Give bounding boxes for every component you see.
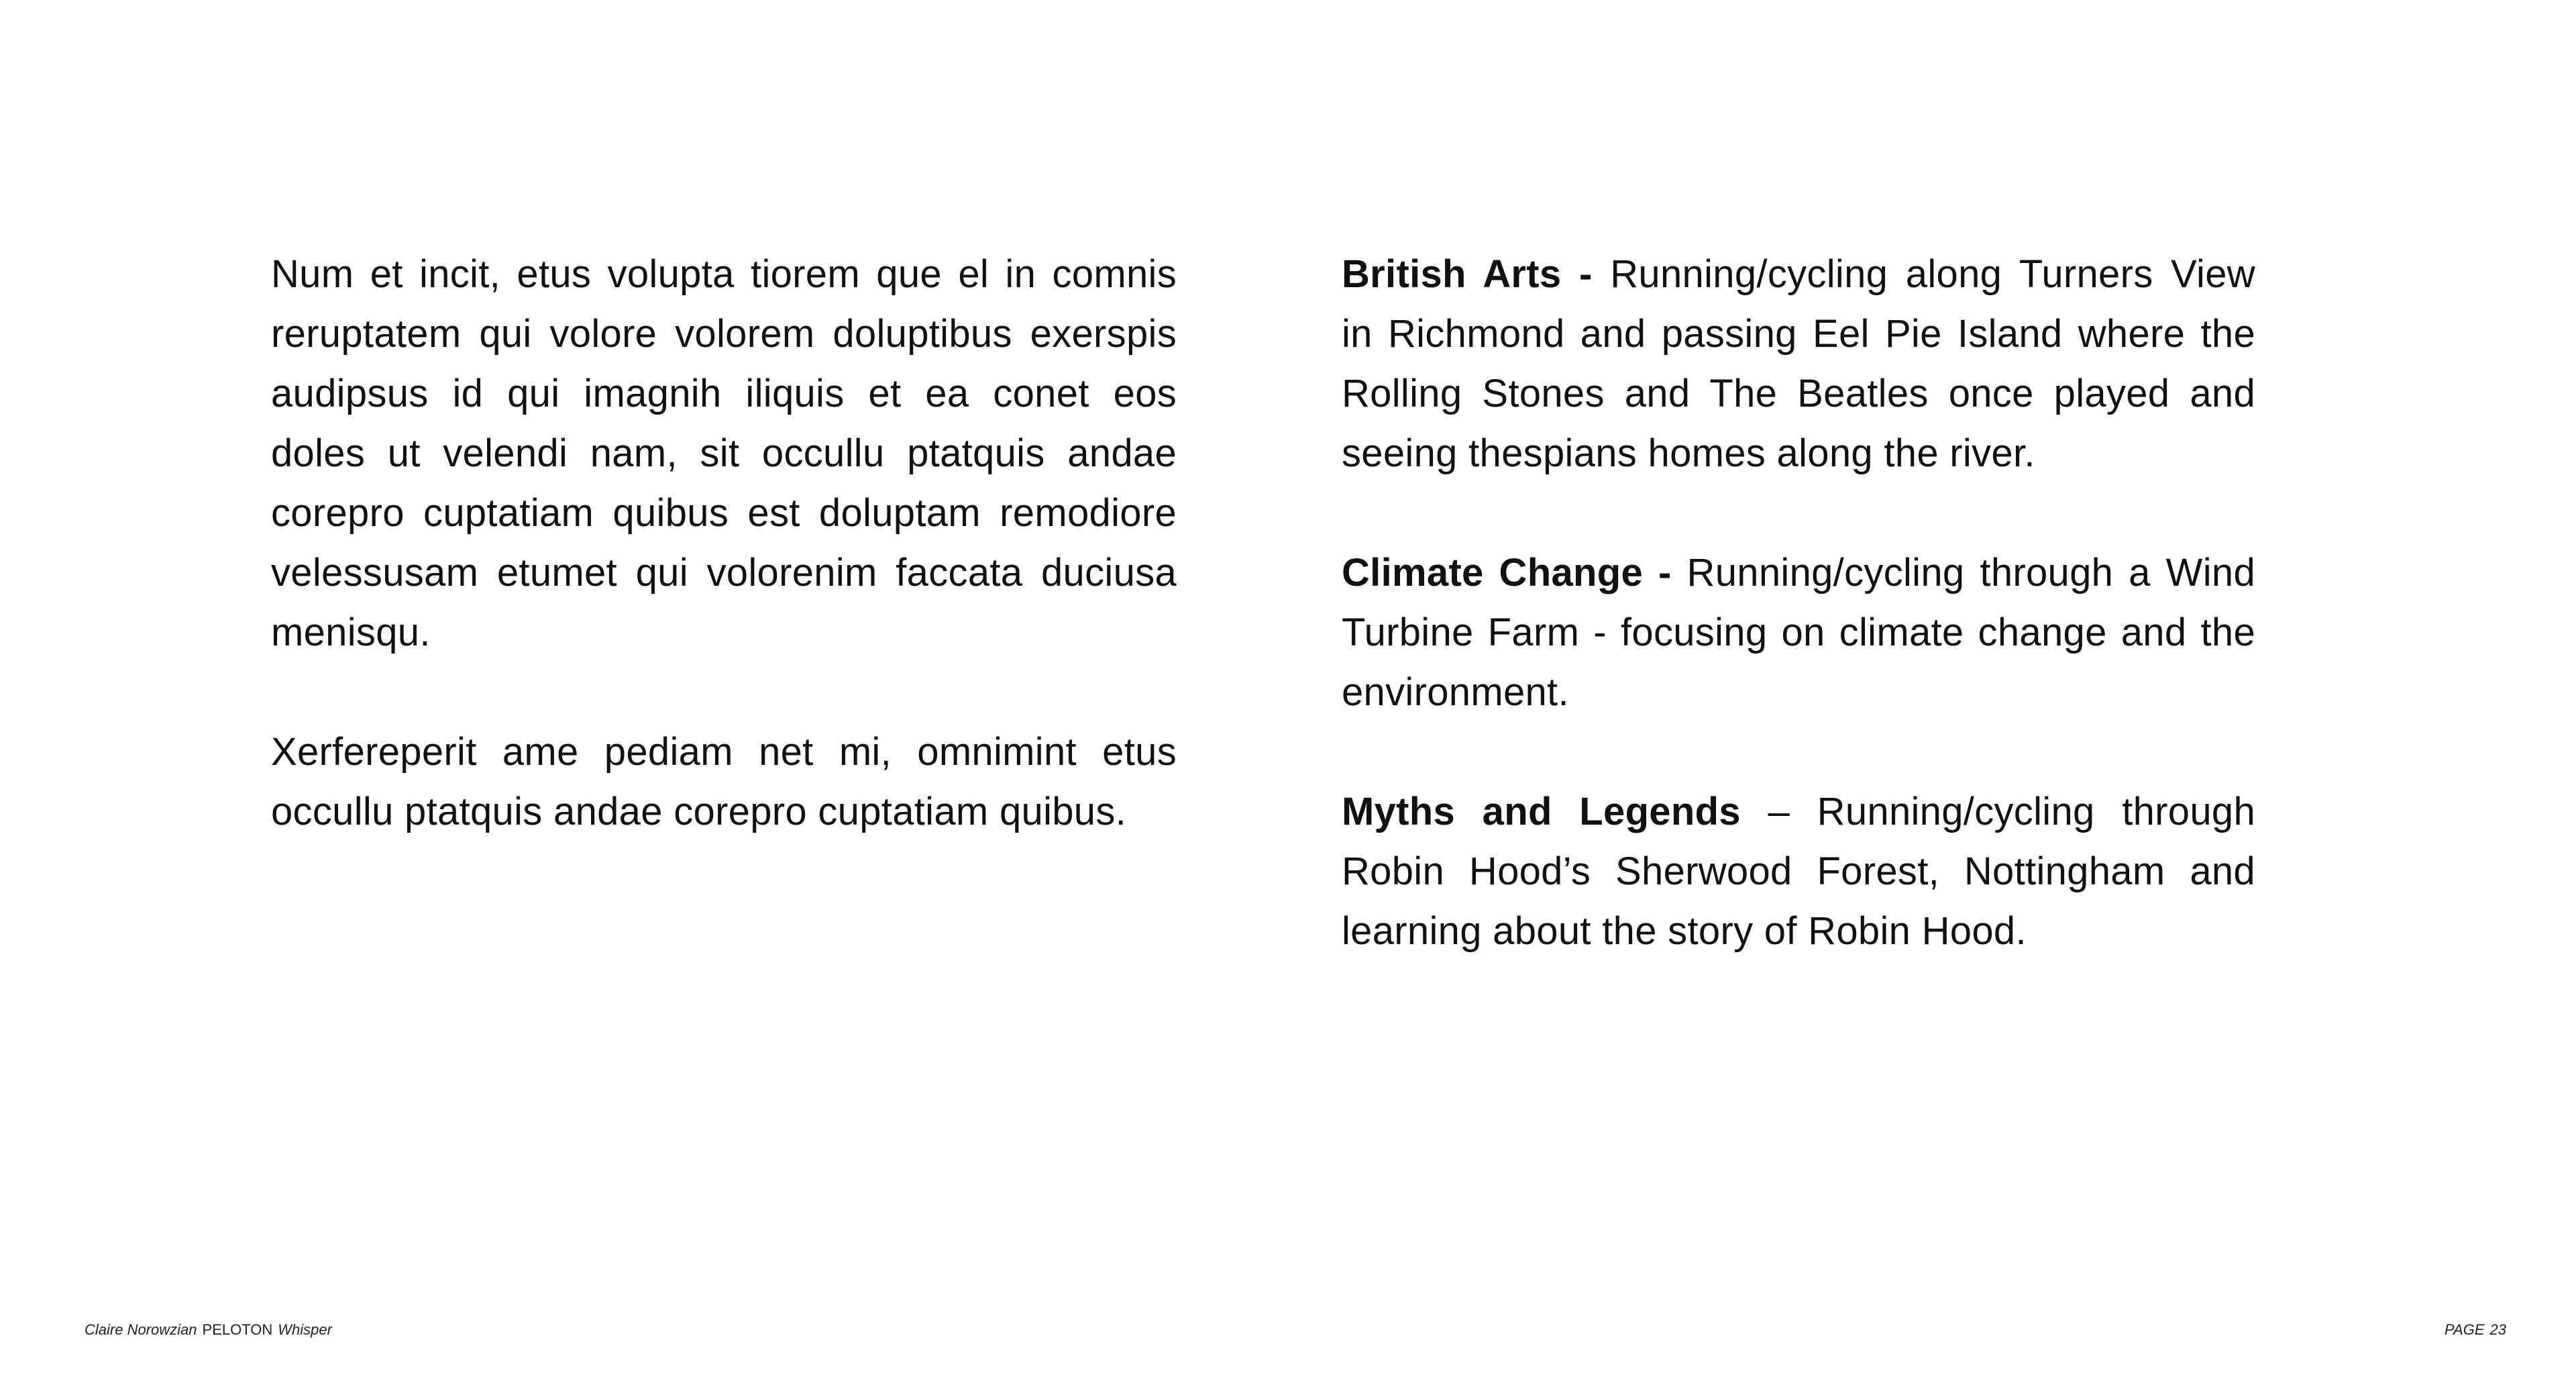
left-column	[271, 244, 1177, 841]
footer-brand: PELOTON	[202, 1321, 273, 1338]
footer-page-number	[2445, 1320, 2506, 1340]
theme-description: Running/cycling through a Wind Turbine Farm - focusing on climate change and the environment.	[1342, 551, 2255, 714]
footer-product: Whisper	[278, 1321, 332, 1338]
theme-description: Running/cycling along Turners View in Richmond and passing Eel Pie Island where the Rolling Stones and The Beatles once played and seeing thespians homes along the river.	[1342, 252, 2255, 475]
theme-description: – Running/cycling through Robin Hood’s Sherwood Forest, Nottingham and learning about the story of Robin Hood.	[1342, 790, 2256, 953]
page-label: PAGE	[2445, 1321, 2485, 1338]
right-column	[1342, 244, 2255, 961]
theme-item-climate-change	[1342, 543, 2255, 722]
theme-term: Myths and Legends	[1342, 790, 1741, 833]
left-paragraph-2: Xerfereperit ame pediam net mi, omnimint etus occullu ptatquis andae corepro cuptatiam quibus.	[271, 730, 1177, 833]
left-paragraph-1: Num et incit, etus volupta tiorem que el in comnis reruptatem qui volore volorem doluptibus exerspis audipsus id qui imagnih iliquis et ea conet eos doles ut velendi nam, sit occullu ptatquis andae corepro cuptatiam quibus est doluptam remodiore velessusam etumet qui volorenim faccata duciusa menisqu.	[271, 252, 1177, 654]
theme-item-myths-and-legends	[1342, 782, 2255, 961]
theme-term: Climate Change -	[1342, 551, 1672, 595]
theme-term: British Arts -	[1342, 252, 1593, 296]
page-number: 23	[2489, 1321, 2506, 1338]
footer-credit	[85, 1320, 332, 1340]
footer-author: Claire Norowzian	[85, 1321, 197, 1338]
theme-item-british-arts	[1342, 244, 2255, 483]
